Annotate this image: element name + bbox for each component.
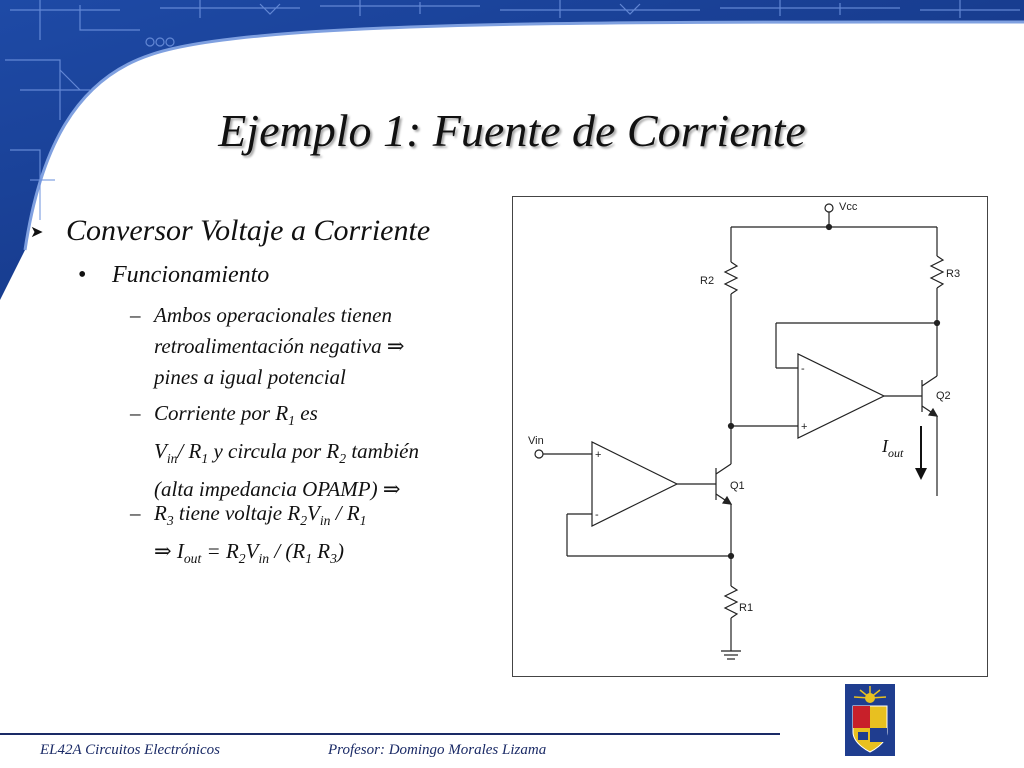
opamp2-plus: + [801, 421, 808, 433]
opamp2-minus: - [801, 363, 805, 375]
label-q1: Q1 [730, 480, 745, 492]
slide-title: Ejemplo 1: Fuente de Corriente [218, 105, 806, 156]
footer-course: EL42A Circuitos Electrónicos [40, 742, 220, 758]
label-vin: Vin [528, 435, 544, 447]
bullet-arrow-icon: ➤ [30, 224, 44, 241]
bullet-dash-icon: – [130, 501, 141, 525]
university-crest-logo [845, 684, 895, 756]
label-vcc: Vcc [839, 201, 858, 213]
footer-divider [0, 733, 780, 735]
bullet-level1-text: Conversor Voltaje a Corriente [66, 214, 431, 247]
bullet-dash-icon: – [130, 401, 141, 425]
vcc-node [827, 225, 832, 230]
label-r2: R2 [700, 275, 715, 287]
label-r3: R3 [946, 268, 961, 280]
circuit-diagram [512, 196, 988, 677]
label-iout: $I_{out}$ [882, 436, 904, 460]
label-r1: R1 [739, 602, 754, 614]
opamp1-plus: + [595, 449, 602, 461]
label-q2: Q2 [936, 390, 951, 402]
bullet-dot-icon: • [78, 262, 87, 288]
footer-professor: Profesor: Domingo Morales Lizama [328, 742, 547, 758]
bullet-dash-icon: – [130, 303, 141, 327]
bullet-level3-text: Corriente por $R_1$ es $V_{in}/$ $R_1$ y circula por $R_2$ también (alta impedancia OPAMP) ⇒ [154, 401, 419, 502]
opamp1-minus: - [595, 509, 599, 521]
bullet-level2-text: Funcionamiento [112, 262, 270, 288]
bullet-level3-text: $R_3$ tiene voltaje $R_2V_{in} / R_1$ ⇒ $I_{out} = R_2V_{in} / (R_1$ $R_3$) [154, 501, 367, 567]
bullet-level3-text: Ambos operacionales tienen retroalimentación negativa ⇒ pines a igual potencial [154, 303, 405, 389]
